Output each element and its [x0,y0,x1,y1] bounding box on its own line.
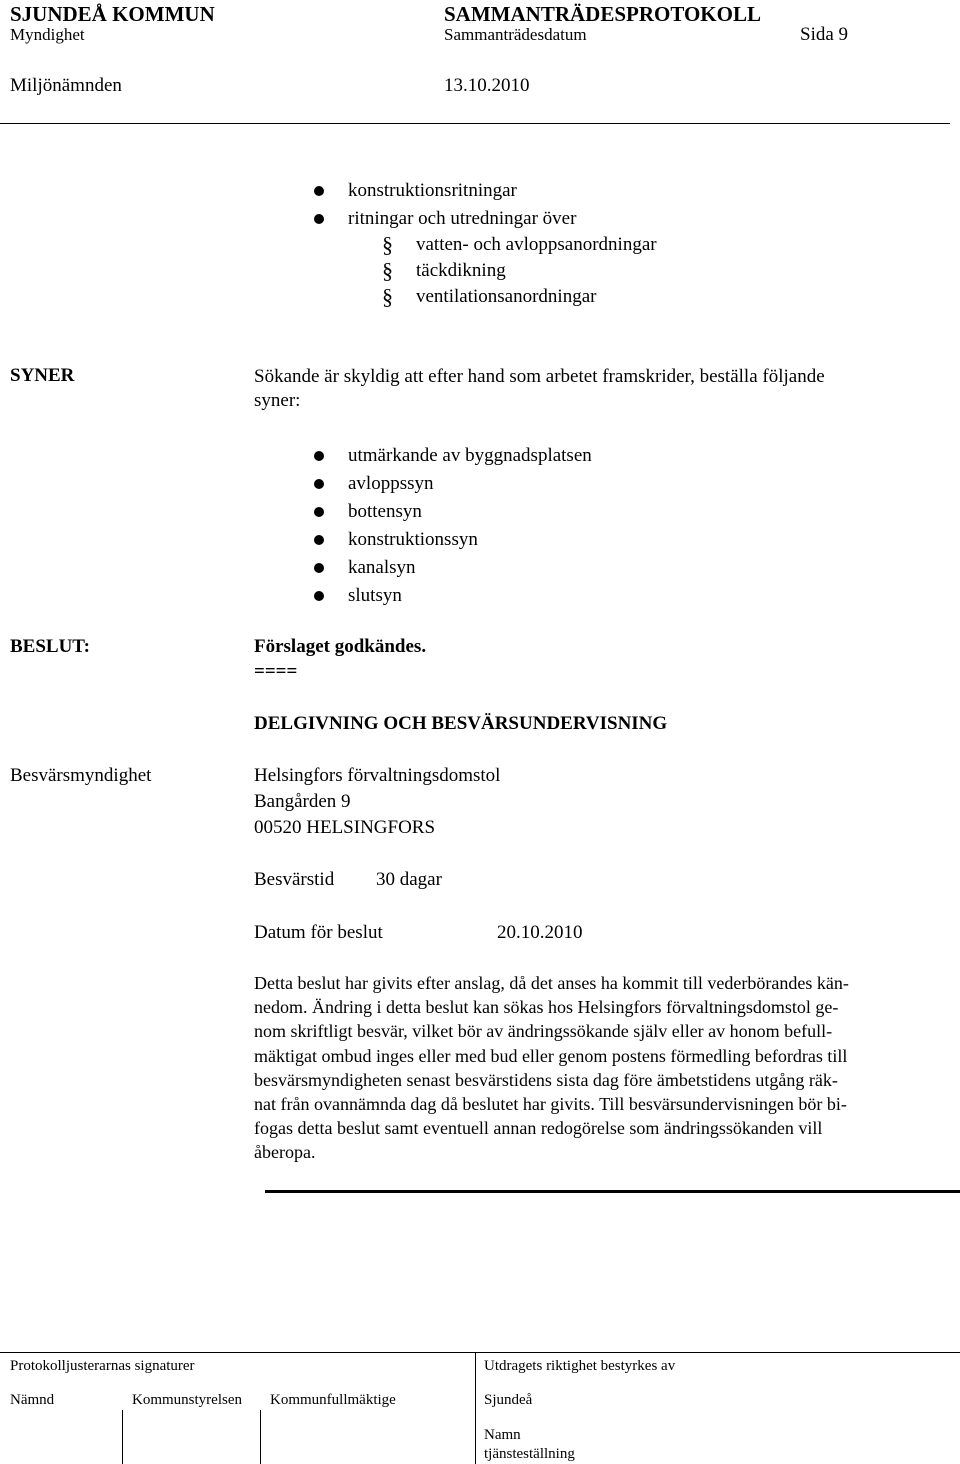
bullet [314,451,324,461]
footer-divider [260,1410,261,1464]
appeal-period-value: 30 dagar [376,869,442,890]
signatures-label: Protokolljusterarnas signaturer [10,1358,195,1374]
decision-text: Förslaget godkändes. [254,636,427,657]
footer-divider [122,1410,123,1464]
appeal-instructions [254,971,940,1165]
decision-date-value: 20.10.2010 [497,922,583,943]
list-item: avloppssyn [348,473,434,494]
appeal-authority-street: Bangården 9 [254,791,351,812]
section-bullet-icon: § [382,284,393,309]
list-item: bottensyn [348,501,422,522]
meeting-date: 13.10.2010 [444,75,530,96]
council-column-label: Kommunfullmäktige [270,1392,396,1408]
paragraph-line: mäktigat ombud inges eller med bud eller genom postens förmedling befordras till [254,1045,848,1066]
syner-label: SYNER [10,365,75,386]
footer-rule [0,1352,960,1353]
section-bullet-icon: § [382,232,393,257]
paragraph-line: fogas detta beslut samt eventuell annan redogörelse som ändringssökanden vill [254,1118,823,1139]
list-item: ritningar och utredningar över [348,208,577,229]
paragraph-line: nom skriftligt besvär, vilket bör av ändringssökande själv eller av honom befull- [254,1021,833,1042]
syner-text: Sökande är skyldig att efter hand som arbetet framskrider, beställa följande [254,366,825,387]
section-heading: DELGIVNING OCH BESVÄRSUNDERVISNING [254,713,668,734]
certified-label: Utdragets riktighet bestyrkes av [484,1358,676,1374]
bullet [314,507,324,517]
footer-divider [475,1352,476,1464]
sub-list-item: ventilationsanordningar [416,286,597,307]
authority-name: Miljönämnden [10,75,122,96]
separator: ==== [254,661,298,682]
paragraph-line: nedom. Ändring i detta beslut kan sökas hos Helsingfors förvaltningsdomstol ge- [254,997,839,1018]
paragraph-line: åberopa. [254,1142,316,1163]
appeal-authority-name: Helsingfors förvaltningsdomstol [254,765,501,786]
appeal-period-label: Besvärstid [254,869,335,890]
bullet [314,186,324,196]
list-item: slutsyn [348,585,402,606]
bullet [314,479,324,489]
bullet [314,535,324,545]
title-label: tjänsteställning [484,1446,575,1462]
place-label: Sjundeå [484,1392,533,1408]
meeting-date-label: Sammanträdesdatum [444,25,587,44]
paragraph-line: Detta beslut har givits efter anslag, då det anses ha kommit till vederbörandes kän- [254,973,849,993]
list-item: konstruktionsritningar [348,180,517,201]
syner-text-cont: syner: [254,390,301,411]
document-type: SAMMANTRÄDESPROTOKOLL [444,2,761,26]
name-label: Namn [484,1427,521,1443]
header-rule [0,123,950,124]
list-item: konstruktionssyn [348,529,478,550]
page-number: Sida 9 [800,24,849,45]
appeal-authority-label: Besvärsmyndighet [10,765,152,786]
org-name: SJUNDEÅ KOMMUN [10,2,215,26]
beslut-label: BESLUT: [10,636,90,657]
end-rule [265,1190,960,1193]
list-item: utmärkande av byggnadsplatsen [348,445,592,466]
sub-list-item: täckdikning [416,260,506,281]
executive-column-label: Kommunstyrelsen [132,1392,242,1408]
bullet [314,591,324,601]
list-item: kanalsyn [348,557,416,578]
paragraph-line: nat från ovannämnda dag då beslutet har givits. Till besvärsundervisningen bör bi- [254,1094,847,1115]
bullet [314,214,324,224]
bullet [314,563,324,573]
appeal-authority-city: 00520 HELSINGFORS [254,817,436,838]
paragraph-line: besvärsmyndigheten senast besvärstidens sista dag före ämbetstidens utgång räk- [254,1069,838,1090]
decision-date-label: Datum för beslut [254,922,383,943]
board-column-label: Nämnd [10,1392,55,1408]
authority-label: Myndighet [10,25,85,44]
sub-list-item: vatten- och avloppsanordningar [416,234,657,255]
section-bullet-icon: § [382,258,393,283]
